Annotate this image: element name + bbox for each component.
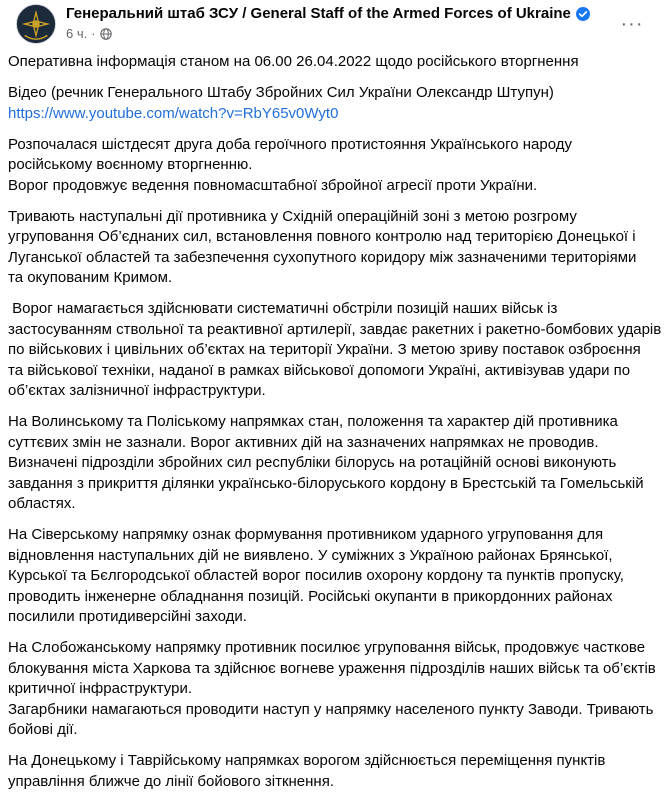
post-text-line: Ворог намагається здійснювати систематичні обстріли позицій наших військ із (8, 300, 558, 317)
post-text-line: Визначені підрозділи збройних сил республіки білорусь на ротаційній основі виконують (8, 454, 617, 471)
post-text-line: угруповання Об’єднаних сил, встановлення повного контролю над територією Донецької і (8, 228, 636, 245)
post-text-line: управління ближче до лінії бойового зіткнення. (8, 772, 334, 790)
post-text-line: суттєвих змін не зазнали. Ворог активних дій на зазначених напрямках не проводив. (8, 433, 599, 451)
post-text-line: На Сіверському напрямку ознак формування противником ударного угруповання для (8, 526, 604, 543)
post-timestamp[interactable]: 6 ч. (66, 26, 88, 41)
post-text-line: Курської та Бєлгородської областей ворог посилив охорону кордону та пунктів пропуску, (8, 567, 624, 584)
post-body (8, 52, 662, 803)
post-text-line: Ворог продовжує ведення повномасштабної збройної агресії проти України. (8, 176, 538, 194)
more-options-button[interactable]: ··· (620, 13, 644, 35)
video-link[interactable]: https://www.youtube.com/watch?v=RbY65v0Wyt0 (8, 104, 339, 122)
post-meta (66, 26, 112, 41)
post-text-line: проводить інженерне обладнання позицій. Російські окупанти в прикордонних районах (8, 587, 613, 605)
post-text-line: Оперативна інформація станом на 06.00 26.04.2022 щодо російського вторгнення (8, 53, 579, 70)
globe-icon[interactable] (100, 28, 112, 40)
post-text-line: Луганської областей та забезпечення сухопутного коридору між зазначеними територіями (8, 248, 637, 266)
post-text-line: областях. (8, 495, 76, 512)
post-text-line: бойові дії. (8, 721, 78, 738)
post-paragraph (8, 207, 652, 289)
post-paragraph (8, 412, 652, 515)
post-text-line: та військової техніки, наданої в рамках військової допомоги Україні, активізував удари по (8, 361, 631, 379)
post-paragraph (8, 299, 662, 402)
post-text-line: застосуванням ствольної та реактивної артилерії, завдає ракетних і ракетно-бомбових ударів (8, 320, 662, 338)
post-text-line: об’єктах залізничної інфраструктури. (8, 382, 266, 399)
post-text-line: по військових і цивільних об’єктах на території України. З метою зриву поставок озброєння (8, 341, 641, 358)
post-text-line: Тривають наступальні дії противника у Східній операційній зоні з метою розгрому (8, 207, 577, 225)
post-header (8, 0, 654, 50)
post-text-line: Розпочалася шістдесят друга доба героїчного протистояння Українського народу (8, 135, 573, 153)
post-text-line: блокування міста Харкова та здійснює вогневе ураження підрозділів наших військ та об’єктів (8, 659, 656, 677)
post-text-line: завдання з прикриття ділянки українсько-білоруського кордону в Брестській та Гомельській (8, 474, 644, 492)
verified-badge-icon (576, 7, 590, 21)
post-text-line: Загарбники намагаються проводити наступ у напрямку населеного пункту Заводи. Тривають (8, 700, 654, 718)
page-name-link[interactable]: Генеральний штаб ЗСУ / General Staff of the Armed Forces of Ukraine (66, 5, 571, 22)
post-paragraph (8, 638, 656, 741)
meta-separator: · (91, 26, 96, 41)
post-paragraph (8, 525, 652, 628)
post-paragraph (8, 135, 652, 197)
post-paragraph (8, 751, 652, 792)
emblem-icon (17, 5, 55, 43)
post-text-line: Відео (речник Генерального Штабу Збройних Сил України Олександр Штупун) (8, 84, 554, 101)
post-text-line: відновлення наступальних дій не виявлено. У суміжних з Україною районах Брянської, (8, 546, 613, 564)
post-paragraph (8, 52, 652, 73)
page-name-row (66, 5, 590, 22)
page-avatar[interactable] (16, 4, 56, 44)
post-text-line: На Слобожанському напрямку противник посилює угруповання військ, продовжує часткове (8, 639, 646, 656)
post-text-line: На Волинському та Поліському напрямках стан, положення та характер дій противника (8, 413, 618, 430)
post-text-line: посилили протидиверсійні заходи. (8, 608, 247, 625)
post-text-line: та окупованим Кримом. (8, 269, 173, 286)
post-paragraph (8, 83, 652, 124)
post-text-line: критичної інфраструктури. (8, 680, 192, 697)
post-text-line: На Донецькому і Таврійському напрямках ворогом здійснюється переміщення пунктів (8, 752, 606, 769)
post-text-line: російському воєнному вторгненню. (8, 156, 253, 173)
